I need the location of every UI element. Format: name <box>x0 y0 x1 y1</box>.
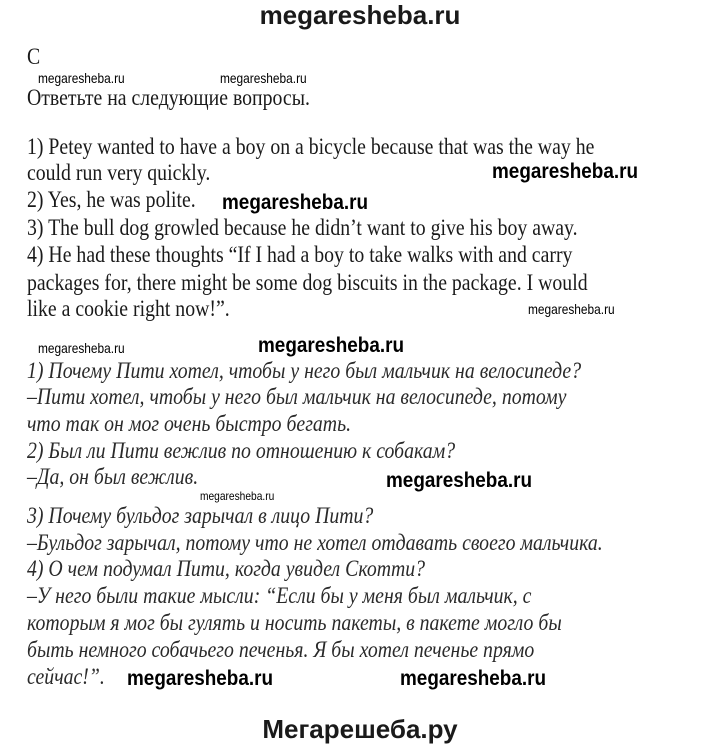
english-line: could run very quickly. <box>27 160 211 185</box>
watermark: megaresheba.ru <box>200 489 275 503</box>
watermark: megaresheba.ru <box>258 334 405 357</box>
russian-line: быть немного собачьего печенья. Я бы хотел печенье прямо <box>27 637 535 662</box>
russian-line: которым я мог бы гулять и носить пакеты, в пакете могло бы <box>27 610 562 635</box>
watermark: megaresheba.ru <box>38 340 125 356</box>
russian-line: что так он мог очень быстро бегать. <box>27 411 352 436</box>
russian-line: –Пити хотел, чтобы у него был мальчик на велосипеде, потому <box>27 384 567 409</box>
russian-line: –Да, он был вежлив. <box>27 464 199 489</box>
instruction: Ответьте на следующие вопросы. <box>27 85 310 110</box>
site-footer: Мегарешеба.ру <box>262 714 458 744</box>
russian-line: 4) О чем подумал Пити, когда увидел Скотти? <box>27 556 426 581</box>
site-header: megaresheba.ru <box>259 0 461 30</box>
english-line: 4) He had these thoughts “If I had a boy to take walks with and carry <box>27 242 573 267</box>
watermark: megaresheba.ru <box>400 667 547 690</box>
english-line: 3) The bull dog growled because he didn’t want to give his boy away. <box>27 215 578 240</box>
english-line: 1) Petey wanted to have a boy on a bicycle because that was the way he <box>27 134 595 159</box>
russian-line: сейчас!”. <box>27 664 105 689</box>
russian-line: 2) Был ли Пити вежлив по отношению к собакам? <box>27 438 456 463</box>
section-letter: C <box>27 44 41 69</box>
watermark: megaresheba.ru <box>38 70 125 86</box>
watermark: megaresheba.ru <box>386 469 533 492</box>
watermark: megaresheba.ru <box>492 160 639 183</box>
watermark: megaresheba.ru <box>528 301 615 317</box>
watermark: megaresheba.ru <box>220 70 307 86</box>
english-line: 2) Yes, he was polite. <box>27 187 196 212</box>
russian-line: –Бульдог зарычал, потому что не хотел отдавать своего мальчика. <box>27 530 603 555</box>
russian-line: 3) Почему бульдог зарычал в лицо Пити? <box>27 503 374 528</box>
watermark: megaresheba.ru <box>222 191 369 214</box>
russian-line: –У него были такие мысли: “Если бы у меня был мальчик, с <box>27 583 532 608</box>
english-line: packages for, there might be some dog biscuits in the package. I would <box>27 270 588 295</box>
russian-line: 1) Почему Пити хотел, чтобы у него был мальчик на велосипеде? <box>27 358 582 383</box>
watermark: megaresheba.ru <box>127 667 274 690</box>
english-line: like a cookie right now!”. <box>27 296 230 321</box>
